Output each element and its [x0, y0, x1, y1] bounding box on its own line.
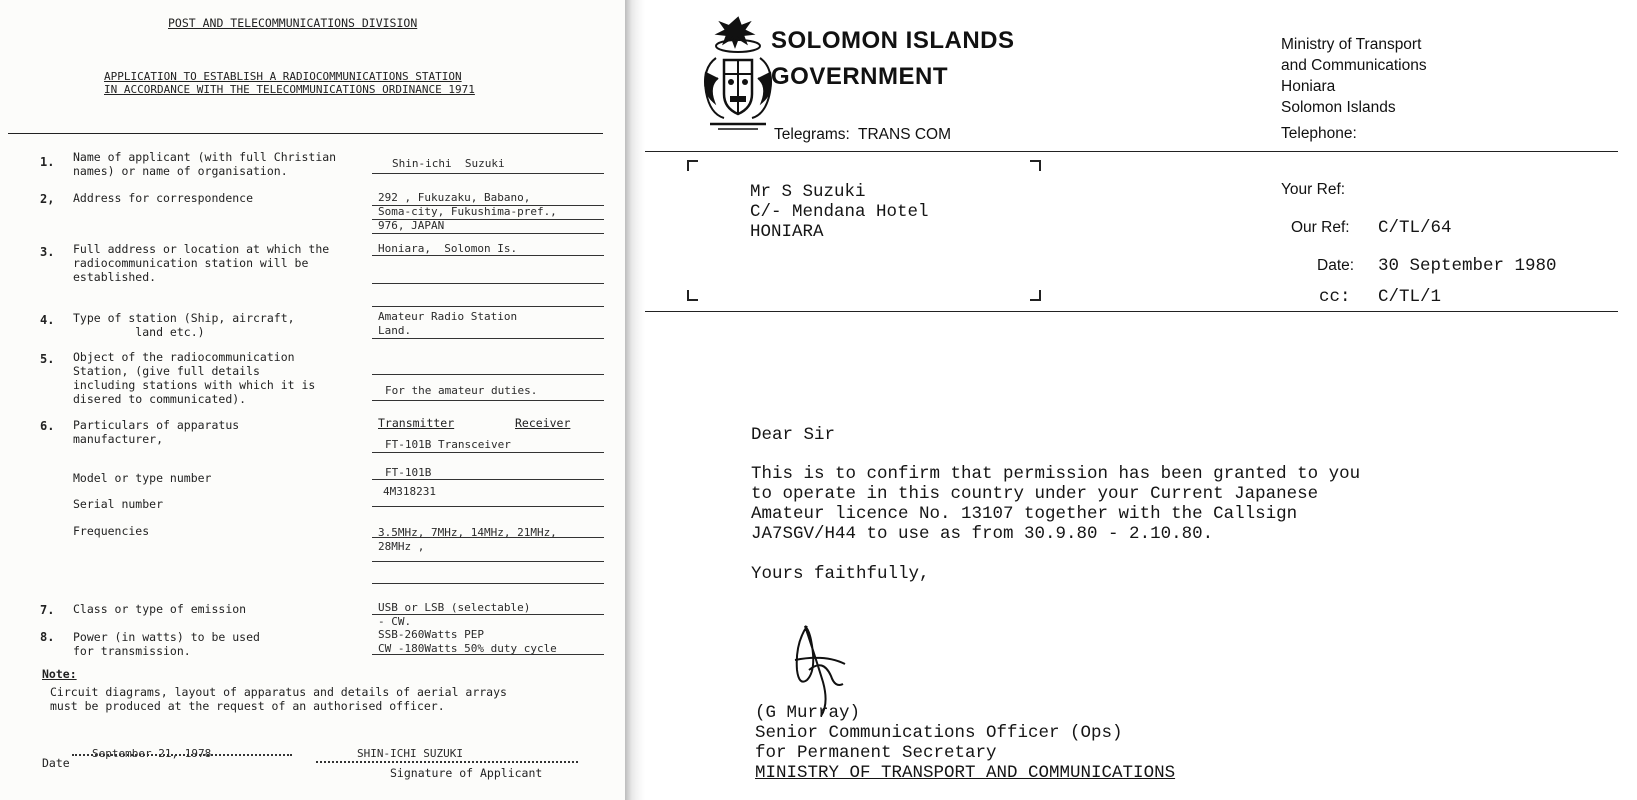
answer-line [372, 205, 604, 206]
signer-title: Senior Communications Officer (Ops) [755, 723, 1123, 743]
ministry-line3: Honiara [1281, 78, 1336, 95]
answer-line [372, 219, 604, 220]
item-label: Particulars of apparatus manufacturer, [73, 418, 240, 446]
answer-line [372, 255, 604, 256]
item-label: Type of station (Ship, aircraft, land etc.) [73, 311, 295, 339]
transmitter-heading: Transmitter [378, 416, 455, 430]
window-corner [687, 160, 698, 171]
note-heading: Note: [42, 667, 77, 681]
telephone-label: Telephone: [1281, 125, 1357, 142]
ministry-line4: Solomon Islands [1281, 99, 1396, 116]
item-label: Address for correspondence [73, 191, 254, 205]
signer-ministry: MINISTRY OF TRANSPORT AND COMMUNICATIONS [755, 763, 1176, 783]
body-line4: JA7SGV/H44 to use as from 30.9.80 - 2.10.80. [751, 524, 1214, 544]
answer-line [372, 374, 604, 375]
answer-line [372, 283, 604, 284]
item-number: 5. [40, 352, 55, 366]
our-ref-value: C/TL/64 [1378, 218, 1452, 238]
item-label: Class or type of emission [73, 602, 247, 616]
applicant-name: Shin-ichi Suzuki [392, 157, 505, 170]
station-location: Honiara, Solomon Is. [378, 242, 518, 255]
date-dotted-line [72, 754, 292, 756]
salutation: Dear Sir [751, 425, 836, 445]
body-line2: to operate in this country under your Current Japanese [751, 484, 1319, 504]
answer-line [372, 537, 604, 538]
answer-line [372, 338, 604, 339]
item-number: 2, [40, 192, 55, 206]
form-title-line2: IN ACCORDANCE WITH THE TELECOMMUNICATIONS ORDINANCE 1971 [104, 83, 475, 96]
addressee-line1: Mr S Suzuki [750, 182, 866, 202]
application-date: September 21, 1978 [92, 747, 212, 760]
item-number: 3. [40, 245, 55, 259]
window-corner [687, 290, 698, 301]
government-name-line2: GOVERNMENT [771, 63, 949, 90]
correspondence-address: 292 , Fukuzaku, Babano, Soma-city, Fukushima-pref., 976, JAPAN [378, 191, 557, 232]
answer-line [372, 479, 604, 480]
application-form [0, 0, 625, 800]
ministry-line2: and Communications [1281, 57, 1427, 74]
government-name-line1: SOLOMON ISLANDS [771, 27, 1015, 54]
answer-line [372, 400, 604, 401]
window-corner [1030, 290, 1041, 301]
cc-label: cc: [1319, 287, 1351, 307]
signer-for: for Permanent Secretary [755, 743, 997, 763]
your-ref-label: Your Ref: [1281, 181, 1346, 198]
answer-line [372, 506, 604, 507]
item-number: 1. [40, 155, 55, 169]
power-value: SSB-260Watts PEP CW -180Watts 50% duty cycle [378, 628, 557, 655]
signature-dotted-line [316, 761, 578, 763]
answer-line [372, 583, 604, 584]
answer-line [372, 306, 604, 307]
addressee-line3: HONIARA [750, 222, 824, 242]
station-object: For the amateur duties. [385, 384, 538, 397]
letterhead-top-rule [645, 151, 1618, 152]
signer-name: (G Murray) [755, 703, 861, 723]
form-title-line1: APPLICATION TO ESTABLISH A RADIOCOMMUNICATIONS STATION [104, 70, 462, 83]
ministry-line1: Ministry of Transport [1281, 36, 1422, 53]
answer-line [372, 654, 604, 655]
letterhead-bottom-rule [645, 311, 1618, 312]
signature-caption: Signature of Applicant [390, 766, 543, 780]
answer-line [372, 614, 604, 615]
letter-date: 30 September 1980 [1378, 256, 1557, 276]
signature-typed: SHIN-ICHI SUZUKI [357, 747, 463, 760]
frequencies-label: Frequencies [73, 524, 150, 538]
item-label: Object of the radiocommunication Station, (give full details including stations with which it is disered to communicated). [73, 350, 316, 406]
model-label: Model or type number [73, 471, 212, 485]
item-label: Name of applicant (with full Christian names) or name of organisation. [73, 150, 337, 178]
item-number: 6. [40, 419, 55, 433]
item-number: 8. [40, 630, 55, 644]
cc-value: C/TL/1 [1378, 287, 1442, 307]
division-heading: POST AND TELECOMMUNICATIONS DIVISION [168, 16, 418, 30]
answer-line [372, 233, 604, 234]
serial-value: 4M318231 [383, 485, 436, 498]
item-number: 7. [40, 603, 55, 617]
form-header-rule [8, 133, 603, 134]
page-divider [625, 0, 645, 800]
government-letter [645, 0, 1637, 800]
date-label: Date [42, 756, 70, 770]
receiver-heading: Receiver [515, 416, 571, 430]
station-type: Amateur Radio Station Land. [378, 310, 518, 337]
telegrams-value: TRANS COM [858, 126, 951, 143]
telegrams-label: Telegrams: [774, 126, 850, 143]
serial-label: Serial number [73, 497, 164, 511]
window-corner [1030, 160, 1041, 171]
frequencies-value: 3.5MHz, 7MHz, 14MHz, 21MHz, 28MHz , [378, 526, 557, 553]
note-text: Circuit diagrams, layout of apparatus and details of aerial arrays must be produced at the request of an authorised officer. [50, 685, 507, 713]
emission-value: USB or LSB (selectable) - CW. [378, 601, 531, 628]
body-line3: Amateur licence No. 13107 together with the Callsign [751, 504, 1298, 524]
apparatus-value: FT-101B Transceiver [385, 438, 511, 451]
body-line1: This is to confirm that permission has been granted to you [751, 464, 1361, 484]
coat-of-arms-icon [696, 12, 780, 142]
model-value: FT-101B [385, 466, 432, 479]
date-label: Date: [1317, 257, 1355, 274]
item-label: Full address or location at which the radiocommunication station will be established. [73, 242, 330, 284]
answer-line [372, 561, 604, 562]
closing: Yours faithfully, [751, 564, 930, 584]
addressee-line2: C/- Mendana Hotel [750, 202, 929, 222]
answer-line [372, 452, 604, 453]
our-ref-label: Our Ref: [1291, 219, 1350, 236]
item-number: 4. [40, 313, 55, 327]
answer-line [372, 173, 604, 174]
item-label: Power (in watts) to be used for transmission. [73, 630, 260, 658]
